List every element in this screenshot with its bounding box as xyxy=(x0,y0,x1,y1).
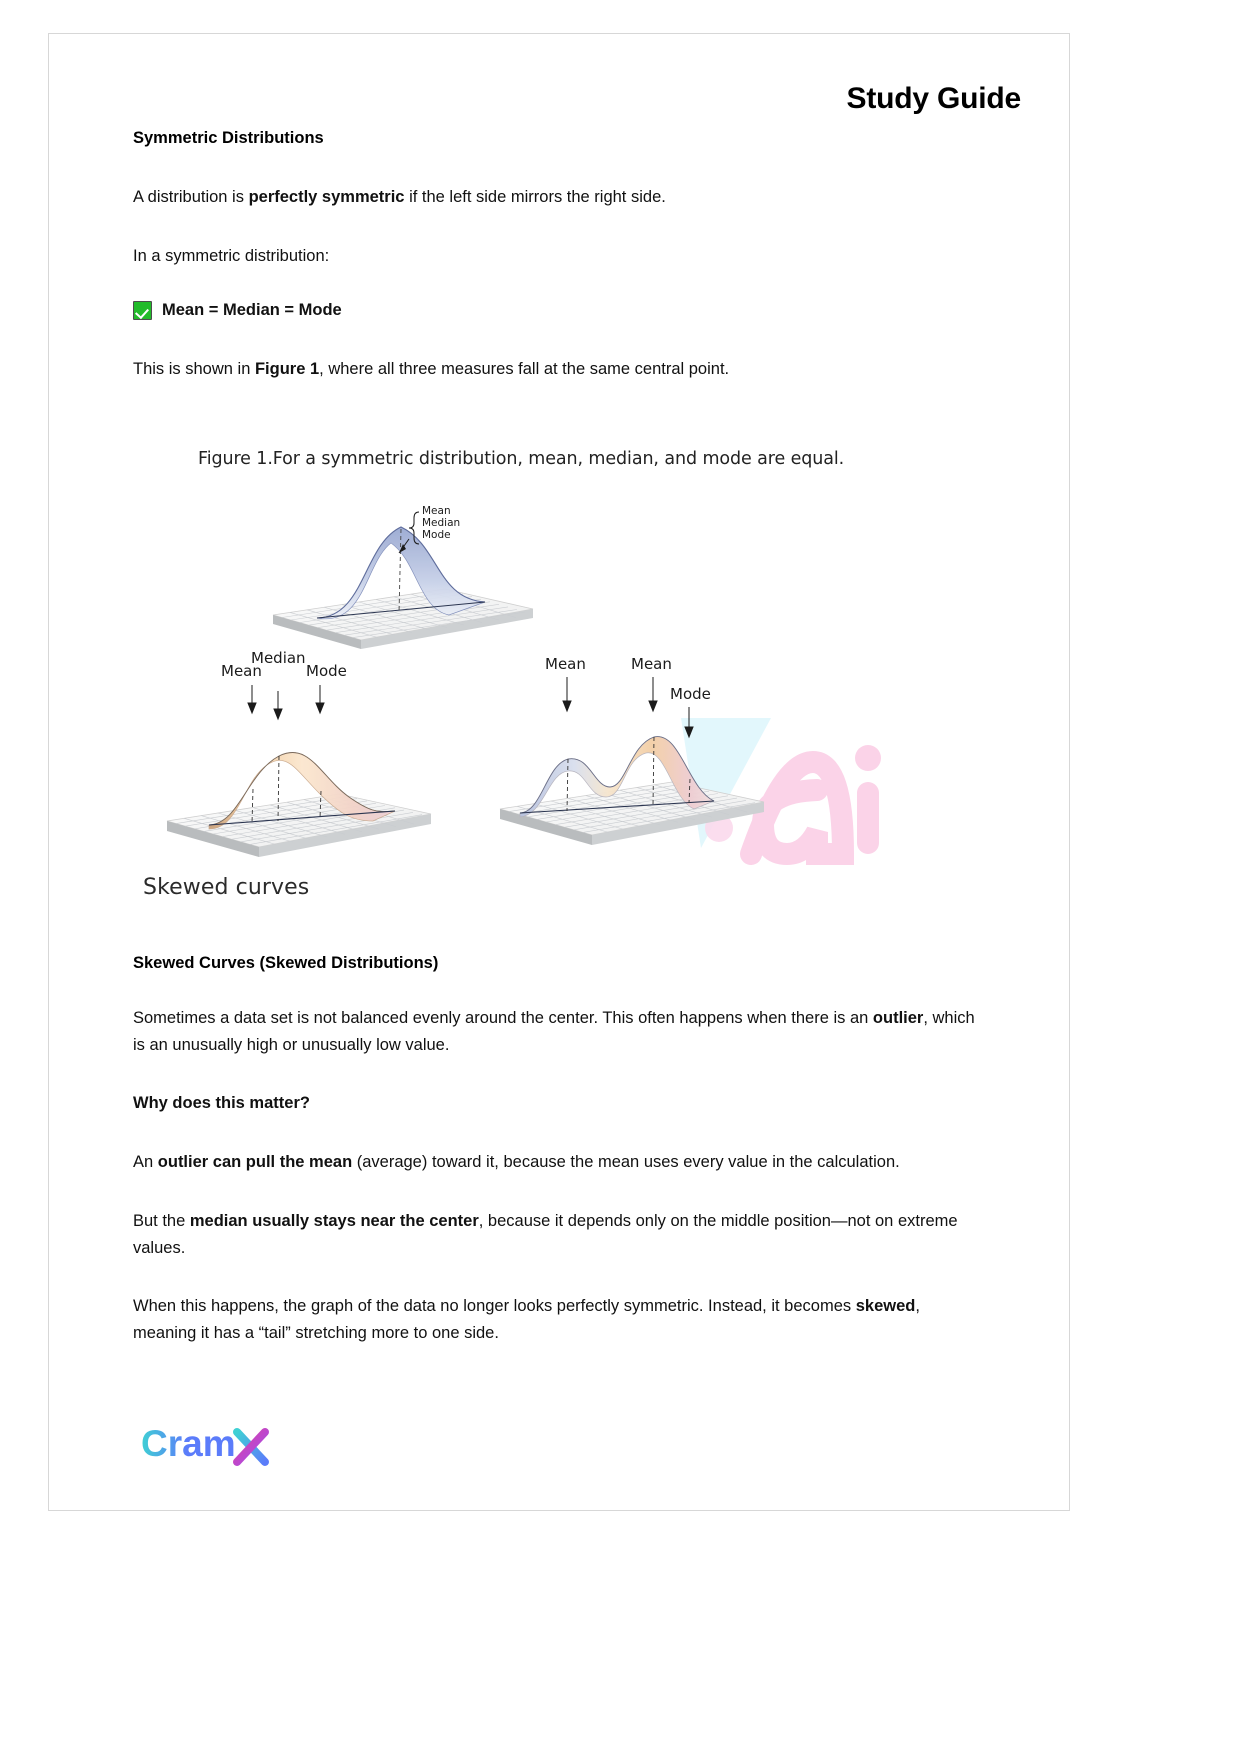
paragraph-skewed-result xyxy=(133,1293,986,1346)
text-frag: , meaning it has a “tail” stretching more to one side. xyxy=(133,1297,920,1343)
text-frag: An xyxy=(133,1153,158,1172)
chart-label-mean-right-2: Mean xyxy=(631,655,672,673)
text-frag: This is shown in xyxy=(133,360,255,379)
page-title: Study Guide xyxy=(846,82,1021,115)
chart-label-mode-left: Mode xyxy=(306,662,347,680)
chart-label-mode-right: Mode xyxy=(670,685,711,703)
text-frag: When this happens, the graph of the data no longer looks perfectly symmetric. Instead, it becomes xyxy=(133,1297,856,1316)
chart-panel-bimodal xyxy=(458,655,788,861)
text-frag: if the left side mirrors the right side. xyxy=(404,188,666,206)
figure-caption: Figure 1.For a symmetric distribution, mean, median, and mode are equal. xyxy=(198,449,845,469)
paragraph-definition xyxy=(133,184,986,211)
section-symmetric-distributions xyxy=(133,129,986,415)
text-bold-outlier-pull-mean: outlier can pull the mean xyxy=(157,1153,353,1172)
text-bold-skewed: skewed xyxy=(855,1297,916,1316)
text-frag: But the xyxy=(133,1211,190,1230)
text-frag: (average) toward it, because the mean uses every value in the calculation. xyxy=(352,1153,900,1172)
checklist-item-mean-median-mode xyxy=(133,301,986,320)
text-bold-why-matter: Why does this matter? xyxy=(133,1094,310,1113)
chart-label-median-top: Median xyxy=(422,517,461,529)
chart-panel-left-skewed xyxy=(143,649,473,876)
figure-1-distributions xyxy=(133,439,901,904)
chart-label-mean-left: Mean xyxy=(221,662,262,680)
chart-label-median-left: Median xyxy=(251,649,306,667)
figure-skewed-curves-label: Skewed curves xyxy=(143,875,310,900)
paragraph-in-symmetric: In a symmetric distribution: xyxy=(133,246,330,265)
chart-label-mean-top: Mean xyxy=(422,505,451,517)
text-frag: , which is an unusually high or unusually low value. xyxy=(133,1009,975,1054)
text-bold-median-center: median usually stays near the center xyxy=(189,1211,479,1230)
paragraph-why-matter xyxy=(133,1090,986,1117)
text-bold-outlier: outlier xyxy=(872,1009,924,1027)
text-frag: , where all three measures fall at the same central point. xyxy=(319,360,730,379)
text-bold-figure-1: Figure 1 xyxy=(254,360,320,379)
text-frag: Sometimes a data set is not balanced evenly around the center. This often happens when there is an xyxy=(133,1009,873,1027)
cramx-logo-icon xyxy=(141,1422,281,1470)
checkbox-checked-icon xyxy=(133,301,152,320)
text-frag: A distribution is xyxy=(133,188,249,206)
section-skewed-curves xyxy=(133,954,986,1379)
chart-label-mode-top: Mode xyxy=(422,529,451,541)
paragraph-outlier xyxy=(133,1005,986,1058)
text-bold-perfectly-symmetric: perfectly symmetric xyxy=(248,188,405,206)
paragraph-figure-reference xyxy=(133,356,986,383)
paragraph-median-center xyxy=(133,1208,986,1261)
svg-text:Cram: Cram xyxy=(141,1423,236,1464)
checklist-label: Mean = Median = Mode xyxy=(162,301,342,320)
document-page xyxy=(48,33,1070,1511)
paragraph-mean-pull xyxy=(133,1149,986,1176)
chart-panel-symmetric xyxy=(213,497,543,667)
chart-label-mean-right-1: Mean xyxy=(545,655,586,673)
text-frag: , because it depends only on the middle position—not on extreme values. xyxy=(133,1211,958,1257)
cramx-logo xyxy=(141,1422,281,1470)
section-heading-symmetric: Symmetric Distributions xyxy=(133,129,324,147)
section-heading-skewed: Skewed Curves (Skewed Distributions) xyxy=(133,954,439,972)
